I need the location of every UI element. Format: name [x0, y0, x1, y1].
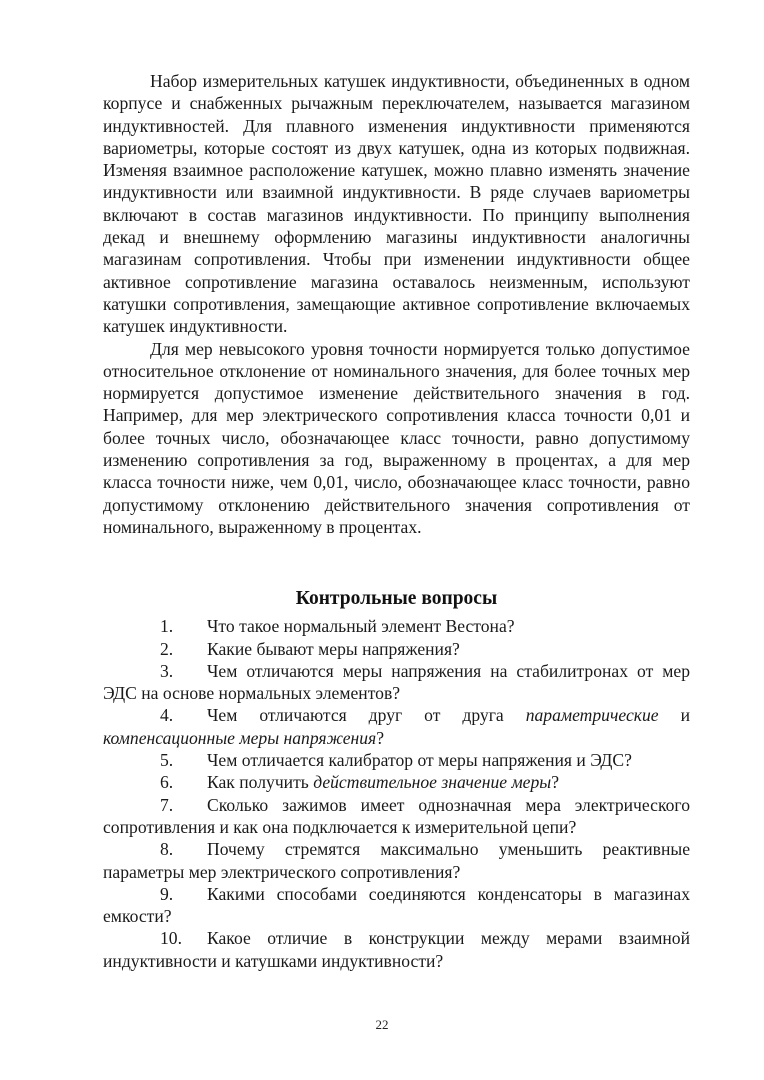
question-text: Почему стремятся максимально уменьшить реактивные параметры мер электрического сопротивления? [103, 839, 690, 882]
question-text: Что такое нормальный элемент Вестона? [207, 616, 515, 637]
question-item [103, 660, 690, 705]
question-item [103, 927, 690, 972]
question-number: 8. [160, 839, 174, 860]
question-emphasis: компенсационные меры напряжения [103, 727, 377, 748]
question-emphasis: параметрические [525, 705, 659, 726]
question-number: 10. [160, 928, 182, 949]
paragraph-accuracy-classes: Для мер невысокого уровня точности нормируется только допустимое относительное отклонение от номинального значения, для более точных мер нормируется допустимое изменение действительного значения в год. Например, для мер электрического сопротивления класса точности 0,01 и более точных число, обозначающее класс точности, равно допустимому изменению сопротивления за год, выраженному в процентах, а для мер класса точности ниже, чем 0,01, число, обозначающее класс точности, равно допустимому отклонению действительного значения сопротивления от номинального, выраженному в процентах. [103, 338, 690, 537]
question-number: 7. [160, 794, 174, 815]
question-text: Какие бывают меры напряжения? [207, 638, 460, 659]
question-text: Чем отличаются меры напряжения на стабилитронах от мер ЭДС на основе нормальных элементов? [103, 660, 690, 704]
question-text: Какое отличие в конструкции между мерами взаимной индуктивности и катушками индуктивности? [103, 928, 690, 971]
question-item [103, 771, 690, 793]
question-number: 5. [160, 750, 174, 771]
paragraph-inductance-boxes: Набор измерительных катушек индуктивности, объединенных в одном корпусе и снабженных рычажным переключателем, называется магазином индуктивностей. Для плавного изменения индуктивности применяются вариометры, которые состоят из двух катушек, одна из которых подвижная. Изменяя взаимное расположение катушек, можно плавно изменять значение индуктивности или взаимной индуктивности. В ряде случаев вариометры включают в состав магазинов индуктивности. По принципу выполнения декад и внешнему оформлению магазины индуктивности аналогичны магазинам сопротивления. Чтобы при изменении индуктивности общее активное сопротивление магазина оставалось неизменным, используют катушки сопротивления, замещающие активное сопротивление включаемых катушек индуктивности. [103, 71, 690, 337]
question-item [103, 794, 690, 839]
question-number: 2. [160, 638, 174, 659]
question-text: Какими способами соединяются конденсаторы в магазинах емкости? [103, 883, 690, 927]
question-text: и [658, 705, 690, 726]
question-text: Сколько зажимов имеет однозначная мера электрического сопротивления и как она подключается к измерительной цепи? [103, 794, 690, 837]
section-heading: Контрольные вопросы [295, 588, 498, 610]
question-text: Чем отличается калибратор от меры напряжения и ЭДС? [207, 750, 632, 771]
question-text: Как получить [207, 772, 314, 793]
page-number: 22 [375, 1017, 389, 1032]
question-item [103, 838, 690, 883]
question-item [103, 704, 690, 749]
questions-list [103, 615, 690, 972]
question-item [103, 749, 690, 771]
question-text: ? [376, 727, 385, 748]
question-text: ? [551, 772, 560, 793]
question-item [103, 615, 690, 637]
question-number: 9. [160, 883, 174, 904]
page-content [103, 70, 690, 972]
question-item [103, 883, 690, 928]
question-text: Чем отличаются друг от друга [207, 705, 526, 726]
question-item [103, 638, 690, 660]
question-number: 4. [160, 705, 174, 726]
question-number: 1. [160, 616, 174, 637]
question-number: 3. [160, 660, 174, 681]
question-emphasis: действительное значение меры [313, 772, 552, 793]
question-number: 6. [160, 772, 174, 793]
